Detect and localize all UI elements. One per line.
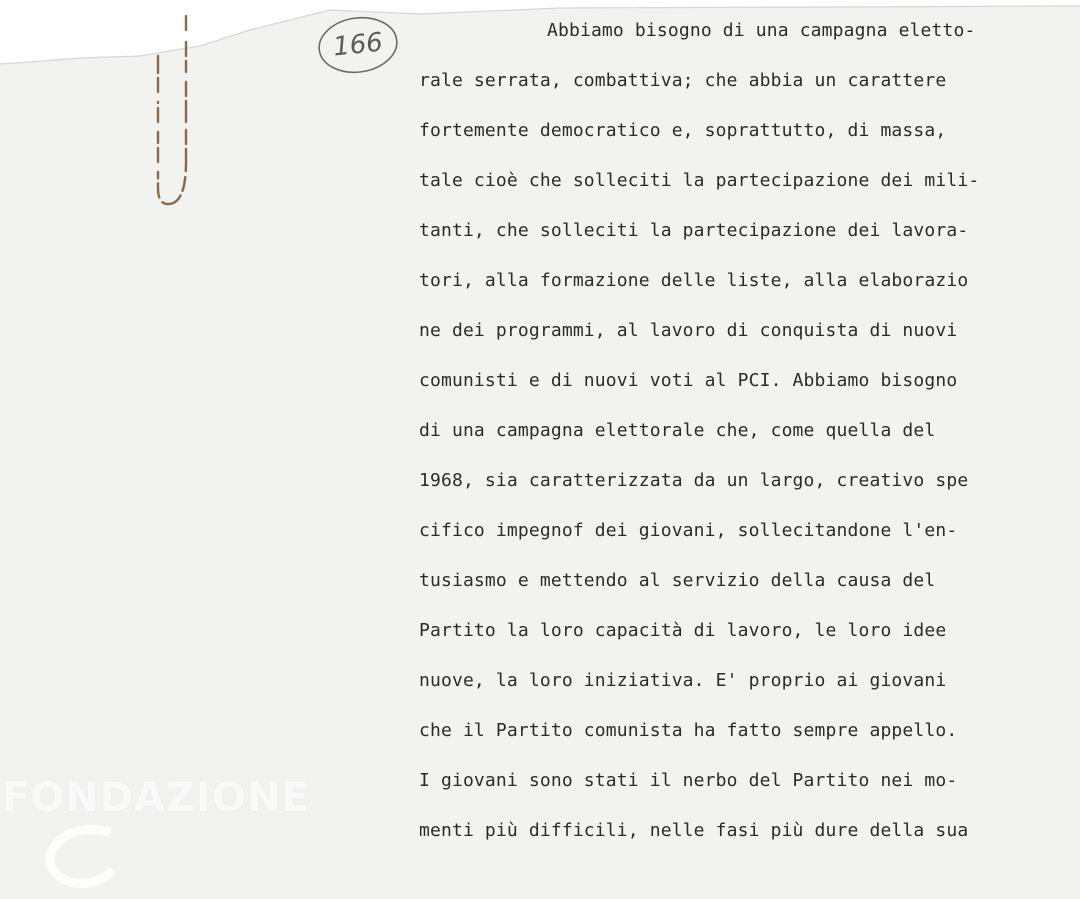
text-line: 1968, sia caratterizzata da un largo, creativo spe bbox=[419, 470, 969, 491]
text-line: nuove, la loro iniziativa. E' proprio ai giovani bbox=[419, 670, 947, 691]
text-line: che il Partito comunista ha fatto sempre appello. bbox=[419, 720, 958, 741]
text-line: I giovani sono stati il nerbo del Partito nei mo- bbox=[419, 770, 958, 791]
text-line: fortemente democratico e, soprattutto, di massa, bbox=[419, 120, 947, 141]
text-line: comunisti e di nuovi voti al PCI. Abbiamo bisogno bbox=[419, 370, 958, 391]
paper-clip-mark bbox=[150, 12, 196, 212]
text-line: Abbiamo bisogno di una campagna eletto- bbox=[547, 20, 976, 41]
text-line: menti più difficili, nelle fasi più dure della sua bbox=[419, 820, 969, 841]
page-number: 166 bbox=[331, 27, 385, 63]
text-line: cifico impegnof dei giovani, sollecitandone l'en- bbox=[419, 520, 958, 541]
text-line: ne dei programmi, al lavoro di conquista di nuovi bbox=[419, 320, 958, 341]
text-line: rale serrata, combattiva; che abbia un carattere bbox=[419, 70, 947, 91]
text-line: Partito la loro capacità di lavoro, le loro idee bbox=[419, 620, 947, 641]
text-line: tusiasmo e mettendo al servizio della causa del bbox=[419, 570, 936, 591]
text-line: tori, alla formazione delle liste, alla elaborazio bbox=[419, 270, 969, 291]
watermark-logo-icon bbox=[40, 820, 130, 890]
text-line: tanti, che solleciti la partecipazione dei lavora- bbox=[419, 220, 969, 241]
archive-watermark: FONDAZIONE bbox=[2, 775, 310, 821]
text-line: di una campagna elettorale che, come quella del bbox=[419, 420, 936, 441]
text-line: tale cioè che solleciti la partecipazione dei mili- bbox=[419, 170, 980, 191]
